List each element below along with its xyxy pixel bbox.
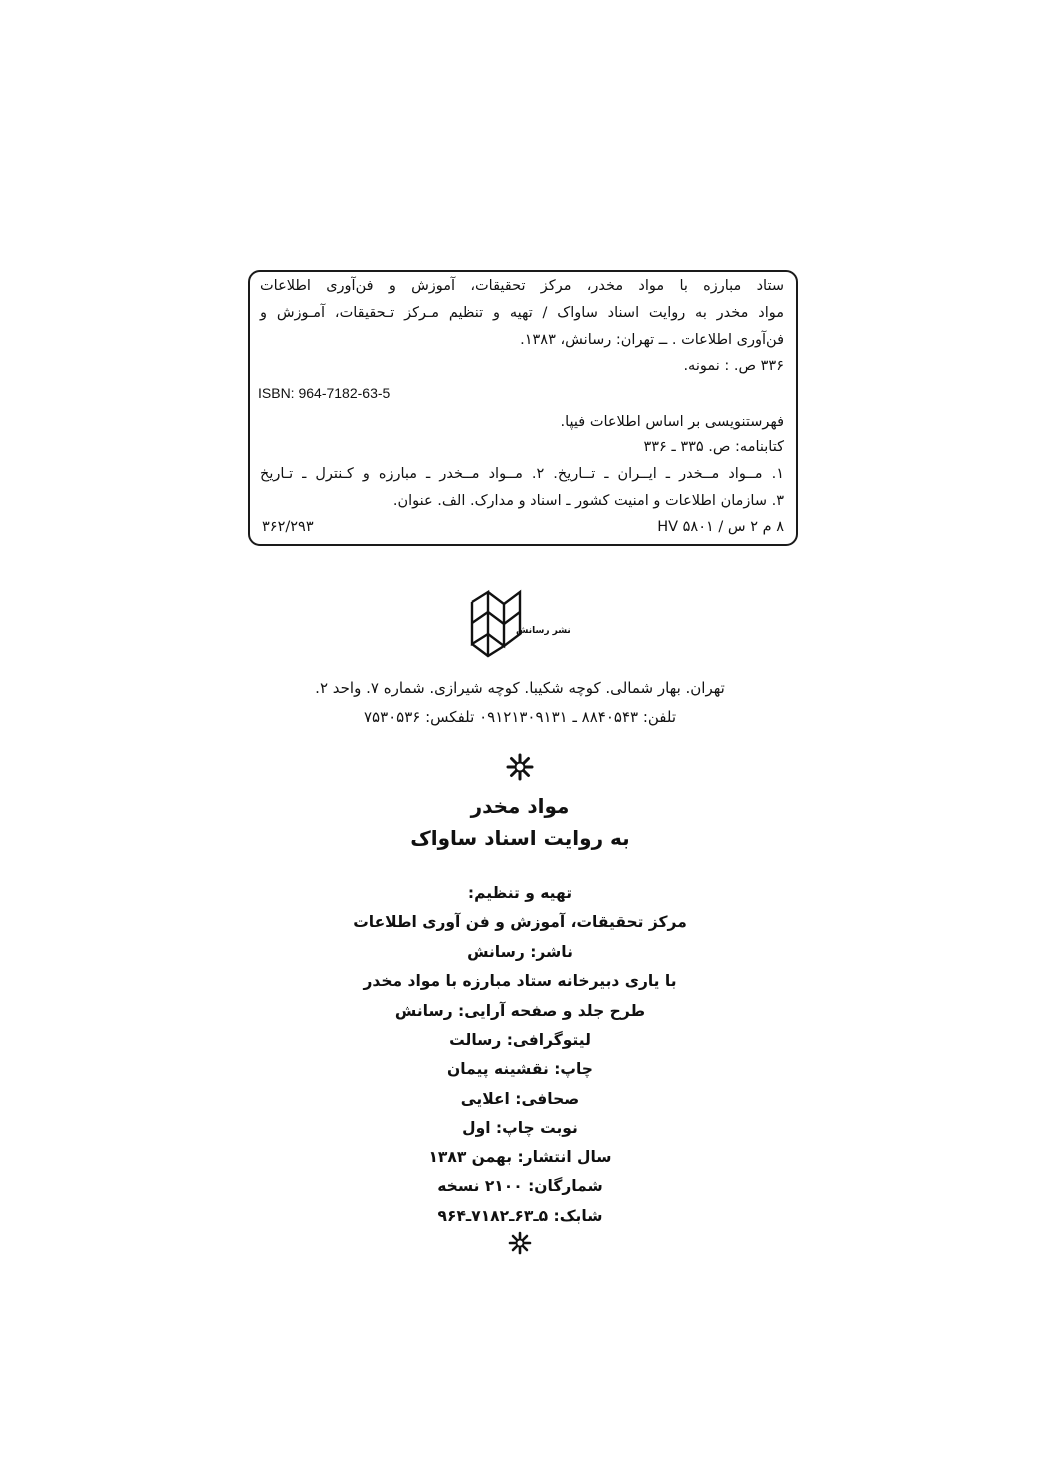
credit-research-center: مرکز تحقیقات، آموزش و فن آوری اطلاعات [353, 913, 687, 931]
credit-cover-design: طرح جلد و صفحه آرایی: رسانش [394, 1002, 646, 1020]
ornament-star-icon [505, 752, 535, 782]
credit-edition: نوبت چاپ: اول [462, 1119, 578, 1137]
publisher-logo-icon [466, 582, 576, 662]
credit-lithography: لیتوگرافی: رسالت [449, 1031, 591, 1049]
credit-assistance: با یاری دبیرخانه ستاد مبارزه با مواد مخدر [363, 972, 677, 990]
book-title-line2: به روایت اسناد ساواک [410, 826, 630, 850]
credit-printing: چاپ: نقشینه پیمان [447, 1060, 593, 1078]
catalog-bibliography: کتابنامه: ص. ۳۳۵ ـ ۳۳۶ [643, 439, 784, 455]
credit-publication-year: سال انتشار: بهمن ۱۳۸۳ [428, 1148, 612, 1166]
catalog-author-line: ستاد مبارزه با مواد مخدر، مرکز تحقیقات، آموزش و فن‌آوری اطلاعات [260, 278, 784, 294]
credit-isbn: شابک: ۵ـ۶۳ـ۷۱۸۲ـ۹۶۴ [437, 1207, 603, 1225]
catalog-title-line: مواد مخدر به روایت اسناد ساواک / تهیه و تنظیم مـرکز تـحقیقات، آمـوزش و [260, 305, 784, 321]
ornament-top [0, 752, 1040, 786]
book-title-line1: مواد مخدر [470, 794, 570, 818]
catalog-subjects-line2: ۳. سازمان اطلاعات و امنیت کشور ـ اسناد و مدارک. الف. عنوان. [392, 493, 784, 509]
ornament-small-star-icon [508, 1231, 532, 1255]
catalog-subjects-line1: ۱. مــواد مــخدر ـ ایــران ـ تــاریخ. ۲. مــواد مــخدر ـ مبارزه و کـنترل ـ تـاریخ [260, 466, 784, 482]
credit-binding: صحافی: اعلایی [460, 1090, 580, 1108]
publisher-logo-text: نشر رسانش [516, 626, 571, 636]
catalog-fipa-note: فهرستنویسی بر اساس اطلاعات فیپا. [560, 414, 784, 430]
ornament-bottom [0, 1231, 1040, 1259]
cataloging-box [248, 270, 798, 546]
publisher-logo [466, 582, 576, 662]
catalog-isbn: ISBN: 964-7182-63-5 [258, 385, 391, 401]
catalog-call-number: ۸ م ۲ س / HV ۵۸۰۱ [657, 519, 784, 535]
credit-print-run: شمارگان: ۲۱۰۰ نسخه [437, 1177, 603, 1195]
publisher-address: تهران. بهار شمالی. کوچه شکیبا. کوچه شیرازی. شماره ۷. واحد ۲. [315, 679, 725, 697]
catalog-dewey-number: ۳۶۲/۲۹۳ [262, 519, 314, 535]
credit-prepared-by: تهیه و تنظیم: [467, 884, 573, 902]
catalog-publication-line: فن‌آوری اطلاعات . ــ تهران: رسانش، ۱۳۸۳. [520, 332, 784, 348]
catalog-pages-line: ۳۳۶ ص. : نمونه. [683, 358, 784, 374]
credit-publisher: ناشر: رسانش [467, 943, 573, 961]
publisher-phones: تلفن: ۸۸۴۰۵۴۳ ـ ۰۹۱۲۱۳۰۹۱۳۱ تلفکس: ۷۵۳۰۵۳۶ [363, 708, 677, 726]
